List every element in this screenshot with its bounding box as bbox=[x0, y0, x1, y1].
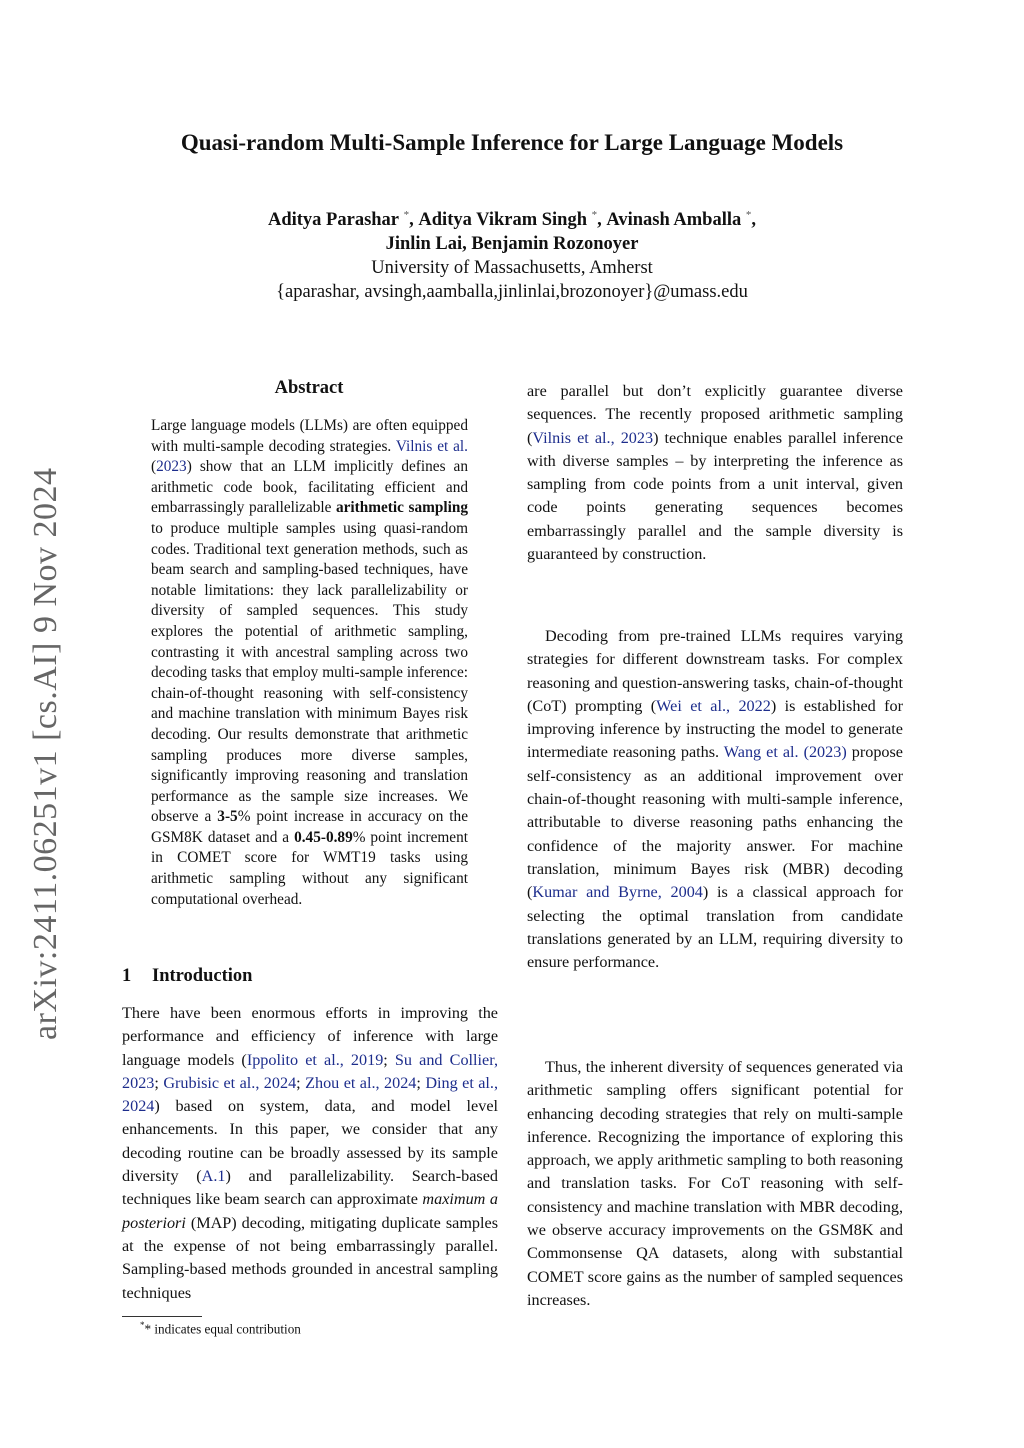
author-line-2 bbox=[0, 232, 1024, 256]
equal-contribution-mark: * bbox=[403, 209, 410, 221]
affiliation: University of Massachusetts, Amherst bbox=[371, 258, 653, 279]
abstract-heading: Abstract bbox=[274, 378, 344, 398]
footnote-mark: * bbox=[140, 1320, 145, 1330]
abstract-text: to produce multiple samples using quasi-random codes. Traditional text generation methods, such as beam search and sampling-based techniques, have notable limitations: they lack parallelizability or diversity of sampled sequences. This study explores the potential of arithmetic sampling, contrasting it with ancestral sampling across two decoding tasks that employ multi-sample inference: chain-of-thought reasoning with self-consistency and machine translation with minimum Bayes risk decoding. Our results demonstrate that arithmetic sampling produces more diverse samples, significantly improving reasoning and translation performance as the sample size increases. We observe a bbox=[151, 519, 468, 826]
intro-paragraph-4: Thus, the inherent diversity of sequences generated via arithmetic sampling offers significant potential for enhancing decoding strategies that rely on multi-sample inference. Recognizing the importance of exploring this approach, we apply arithmetic sampling to both reasoning and translation tasks. For CoT reasoning with self-consistency and machine translation with MBR decoding, we observe accuracy improvements on the GSM8K and Commonsense QA datasets, along with substantial COMET score gains as the number of sampled sequences increases. bbox=[527, 1058, 903, 1309]
citation-link[interactable]: Wang et al. (2023) bbox=[723, 743, 847, 762]
intro-paragraph-3 bbox=[527, 625, 903, 974]
footnote bbox=[140, 1316, 500, 1338]
paragraph-text: ) is established for improving inference by instructing the model to generate intermediate reasoning paths. bbox=[527, 696, 903, 762]
citation-link[interactable]: Zhou et al., 2024 bbox=[305, 1073, 417, 1092]
abstract-emphasis: arithmetic sampling bbox=[335, 499, 468, 517]
abstract-body bbox=[151, 416, 468, 910]
abstract-text: ) show that an LLM implicitly defines an arithmetic code book, facilitating efficient and embarrassingly parallelizable bbox=[151, 458, 468, 517]
citation-separator: ; bbox=[296, 1073, 306, 1092]
citation-link[interactable]: Ippolito et al., 2019 bbox=[246, 1050, 384, 1069]
citation-link[interactable]: Kumar and Byrne, 2004 bbox=[532, 883, 703, 902]
abstract-text: % point increment in COMET score for WMT19 tasks using arithmetic sampling without any significant computational overhead. bbox=[151, 828, 468, 908]
abstract-emphasis: 3-5 bbox=[217, 808, 238, 826]
author-line-1 bbox=[0, 203, 1024, 232]
author-emails: {aparashar, avsingh,aamballa,jinlinlai,brozonoyer}@umass.edu bbox=[276, 282, 748, 303]
appendix-link[interactable]: A.1 bbox=[201, 1167, 226, 1186]
citation-separator: ; bbox=[154, 1073, 164, 1092]
author-name: Aditya Parashar bbox=[267, 210, 400, 231]
abstract-text: % point increase in accuracy on the GSM8K dataset and a bbox=[151, 808, 468, 846]
abstract-emphasis: 0.45-0.89 bbox=[294, 828, 353, 846]
citation-link[interactable]: Wei et al., 2022 bbox=[656, 696, 771, 715]
section-heading-introduction bbox=[122, 966, 502, 987]
equal-contribution-mark: * bbox=[745, 209, 752, 221]
section-title: Introduction bbox=[152, 966, 253, 986]
author-separator: , bbox=[597, 210, 602, 231]
paragraph-text: ) is a classical approach for selecting the optimal translation from candidate translations generated by an LLM, requiring diversity to ensure performance. bbox=[527, 883, 903, 972]
citation-link[interactable]: Su and Collier, 2023 bbox=[122, 1050, 498, 1092]
intro-paragraph-2 bbox=[527, 380, 903, 566]
paragraph-text: (MAP) decoding, mitigating duplicate samples at the expense of not being embarrassingly parallel. Sampling-based methods grounded in ancestral sampling techniques bbox=[122, 1213, 498, 1302]
author-name: Aditya Vikram Singh bbox=[418, 210, 588, 231]
intro-paragraph-1 bbox=[122, 1002, 498, 1305]
citation-link[interactable]: Vilnis et al. bbox=[395, 437, 468, 455]
author-separator: , bbox=[751, 210, 756, 231]
paragraph-text: ) and parallelizability. Search-based techniques like beam search can approximate bbox=[122, 1167, 499, 1209]
author-name: Benjamin Rozonoyer bbox=[471, 234, 639, 255]
citation-link[interactable]: Vilnis et al., 2023 bbox=[532, 428, 654, 447]
arxiv-identifier: arXiv:2411.06251v1 [cs.AI] 9 Nov 2024 bbox=[27, 467, 64, 1040]
paragraph-text: There have been enormous efforts in improving the performance and efficiency of inference with large language models ( bbox=[122, 1004, 498, 1069]
citation-link[interactable]: Grubisic et al., 2024 bbox=[163, 1073, 297, 1092]
author-block bbox=[0, 203, 1024, 304]
author-separator: , bbox=[462, 234, 467, 255]
citation-separator: ; bbox=[383, 1050, 395, 1069]
paragraph-text: Decoding from pre-trained LLMs requires varying strategies for different downstream tasks. For complex reasoning and question-answering tasks, chain-of-thought (CoT) prompting ( bbox=[527, 627, 903, 715]
equal-contribution-mark: * bbox=[591, 209, 598, 221]
paragraph-text: ) based on system, data, and model level enhancements. In this paper, we consider that any decoding routine can be broadly assessed by its sample diversity ( bbox=[122, 1097, 498, 1186]
paragraph-text: ) technique enables parallel inference with diverse samples – by interpreting the inference as sampling from code points from a unit interval, given code points generating sequences becomes embarrassingly parallel and the sample diversity is guaranteed by construction. bbox=[527, 428, 903, 564]
footnote-text: * indicates equal contribution bbox=[144, 1321, 301, 1337]
citation-link[interactable]: Ding et al., 2024 bbox=[122, 1073, 499, 1116]
paper-title: Quasi-random Multi-Sample Inference for Large Language Models bbox=[180, 130, 844, 155]
author-separator: , bbox=[409, 210, 414, 231]
citation-link[interactable]: 2023 bbox=[156, 458, 187, 476]
citation-separator: ; bbox=[416, 1073, 426, 1092]
abstract-text: Large language models (LLMs) are often equipped with multi-sample decoding strategies. bbox=[151, 417, 468, 455]
paragraph-text: propose self-consistency as an additional improvement over chain-of-thought reasoning with multi-sample inference, attributable to diverse reasoning paths enhancing the confidence of the majority answer. For machine translation, minimum Bayes risk (MBR) decoding ( bbox=[527, 743, 903, 902]
italic-term: maximum a posteriori bbox=[122, 1190, 498, 1232]
section-number: 1 bbox=[122, 966, 132, 986]
author-name: Avinash Amballa bbox=[606, 210, 742, 231]
paragraph-text: are parallel but don’t explicitly guarantee diverse sequences. The recently proposed arithmetic sampling ( bbox=[527, 382, 903, 447]
abstract-text: ( bbox=[151, 458, 157, 476]
author-name: Jinlin Lai bbox=[385, 234, 463, 255]
